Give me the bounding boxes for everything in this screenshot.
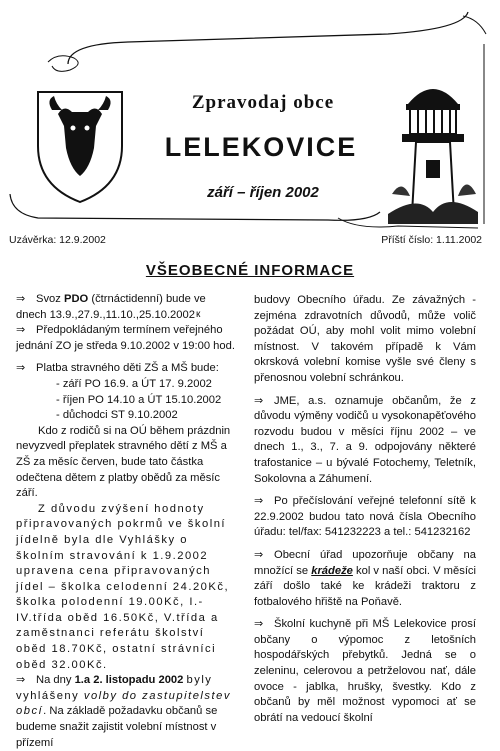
right-column <box>254 293 476 726</box>
deadline-text: Uzávěrka: 12.9.2002 <box>9 234 106 246</box>
zo-notice: ⇒ Předpokládaným termínem veřejného jednání ZO je středa 9.10.2002 v 19:00 hod. <box>16 324 235 352</box>
platba-item: - důchodci ST 9.10.2002 <box>56 409 178 422</box>
next-issue-text: Příští číslo: 1.11.2002 <box>381 234 482 246</box>
platba-title: ⇒ Platba stravného děti ZŠ a MŠ bude: <box>16 361 238 377</box>
arrow-right-icon: ⇒ <box>254 618 264 631</box>
stray-mark: к <box>196 309 201 320</box>
duvodu-paragraph: Z důvodu zvýšení hodnoty připravovaných pokrmů ve školní jídelně byla dle Vyhlášky o školním stravování k 1.9.2002 upravena cena připravovaných jídel – školka celodenní 24.20Kč, školka polodenní 19.00Kč, I.-IV.třída oběd 16.50Kč, V.třída a zaměstnanci referátu školství oběd 18.70Kč, ostatní strávníci oběd 32.00Kč. <box>16 502 230 671</box>
kdo-paragraph: Kdo z rodičů si na OÚ během prázdnin nevyzvedl přeplatek stravného dětí z MŠ a ZŠ za měsíc červen, bude tato částka odečtena dětem z platby obědů za měsíc září. <box>16 424 231 500</box>
masthead <box>8 4 496 234</box>
volby-continued: budovy Obecního úřadu. Ze závažných - zejména zdravotních důvodů, může volič požádat OÚ, aby mohl volit mimo volební místnost. V takovém případě k Vám okrsková volební komise vyšle své členy s přenosnou volební schránkou. <box>254 294 476 384</box>
platba-item: - říjen PO 14.10 a ÚT 15.10.2002 <box>56 393 222 406</box>
jme-notice: ⇒ JME, a.s. oznamuje občanům, že z důvodu výměny vodičů u vysokonapěťového rozvodu budou v měsíci říjnu 2002 – ve dnech 1., 3., 7. a 9. odpojovány některé trafostanice – u bývalé Fotochemy, Teletník, Sokolovna a Záhumení. <box>254 394 476 485</box>
platba-item: - září PO 16.9. a ÚT 17. 9.2002 <box>56 377 212 390</box>
arrow-right-icon: ⇒ <box>254 394 264 407</box>
left-column <box>16 292 238 751</box>
lookout-tower-icon <box>388 74 478 224</box>
volby-paragraph: ⇒ Na dny 1.a 2. listopadu 2002 byly vyhlášeny volby do zastupitelstev obcí. Na základě požadavku občanů se budeme snažit zajistit volební místnost v přízemí <box>16 674 231 749</box>
arrow-right-icon: ⇒ <box>16 324 26 337</box>
village-crest-icon <box>30 86 130 206</box>
arrow-right-icon: ⇒ <box>254 548 264 561</box>
arrow-right-icon: ⇒ <box>16 362 26 375</box>
village-name-title: LELEKOVICE <box>164 132 358 162</box>
arrow-right-icon: ⇒ <box>16 674 26 687</box>
phone-notice: ⇒ Po přečíslování veřejné telefonní sítě k 22.9.2002 budou tato nová čísla Obecního úřadu: tel/fax: 541232223 a tel.: 541232162 <box>254 495 476 539</box>
arrow-right-icon: ⇒ <box>254 495 264 508</box>
section-heading: VŠEOBECNÉ INFORMACE <box>145 262 355 279</box>
arrow-right-icon: ⇒ <box>16 293 26 305</box>
newsletter-subtitle: Zpravodaj obce <box>191 92 335 113</box>
issue-dates: září – říjen 2002 <box>207 184 319 201</box>
kitchen-notice: ⇒ Školní kuchyně při MŠ Lelekovice prosí občany o výpomoc z letošních hospodářských přebytků. Jedná se o zeleninu, celerovou a petrželovou nať, dále ovoce - jablka, hrušky, švestky. Kdo z občanů by měl možnost vypomoci ať se obrátí na vedoucí školní <box>254 618 476 724</box>
theft-notice: ⇒ Obecní úřad upozorňuje občany na množící se krádeže kol v naší obci. V měsíci září došlo také ke krádeži traktoru z fotbalového hřiště na Poňavě. <box>254 548 477 608</box>
pdo-notice: ⇒ Svoz PDO (čtrnáctidenní) bude ve dnech 13.9.,27.9.,11.10.,25.10.2002 <box>16 293 206 321</box>
